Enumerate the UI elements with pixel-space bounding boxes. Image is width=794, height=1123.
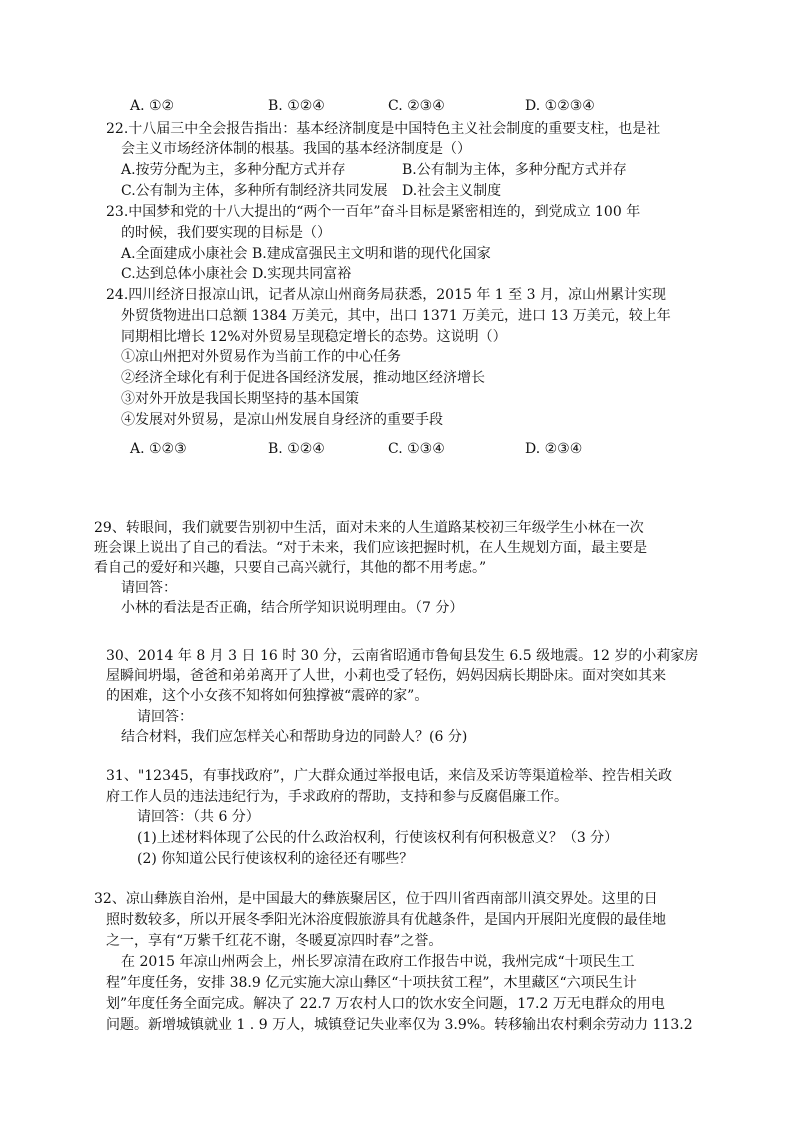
question-30-question: 结合材料，我们应怎样关心和帮助身边的同龄人？(6 分) (121, 729, 468, 745)
question-22-line-1: 22.十八届三中全会报告指出：基本经济制度是中国特色主义社会制度的重要支柱，也是社 (106, 121, 661, 137)
question-24-item-2: ②经济全球化有利于促进各国经济发展，推动地区经济增长 (121, 370, 485, 386)
question-31-prompt: 请回答：（共 6 分） (137, 809, 260, 825)
question-31-sub-2: (2) 你知道公民行使该权利的途径还有哪些？ (137, 851, 414, 867)
question-24-item-3: ③对外开放是我国长期坚持的基本国策 (121, 391, 359, 407)
question-22-option-b: B.公有制为主体，多种分配方式并存 (402, 162, 627, 178)
question-30-line-1: 30、2014 年 8 月 3 日 16 时 30 分，云南省昭通市鲁甸县发生 6.5 级地震。12 岁的小莉家房 (106, 648, 699, 664)
question-24-line-1: 24.四川经济日报凉山讯，记者从凉山州商务局获悉，2015 年 1 至 3 月，凉山州累计实现 (106, 287, 666, 303)
question-32-line-6: 划”年度任务全面完成。解决了 22.7 万农村人口的饮水安全问题，17.2 万无电群众的用电 (106, 996, 665, 1012)
question-22-option-d: D.社会主义制度 (402, 183, 502, 199)
question-31-sub-1: (1)上述材料体现了公民的什么政治权利，行使该权利有何积极意义？（3 分） (137, 830, 619, 846)
question-22-option-c: C.公有制为主体，多种所有制经济共同发展 (121, 183, 388, 199)
question-23-options-cd: C.达到总体小康社会 D.实现共同富裕 (121, 266, 352, 282)
question-22-option-a: A.按劳分配为主，多种分配方式并存 (121, 162, 346, 178)
question-31-line-2: 府工作人员的违法违纪行为，手求政府的帮助，支持和参与反腐倡廉工作。 (106, 789, 568, 805)
question-29-line-3: 看自己的爱好和兴趣，只要自己高兴就行，其他的都不用考虑。” (94, 560, 487, 576)
option-b: B. ①②④ (268, 98, 325, 114)
question-30-line-3: 的困难，这个小女孩不知将如何独撑被“震碎的家”。 (106, 688, 429, 704)
question-24-option-a: A. ①②③ (130, 441, 187, 457)
question-29-question: 小林的看法是否正确，结合所学知识说明理由。（7 分） (121, 600, 464, 616)
question-29-prompt: 请回答： (121, 580, 177, 596)
question-32-line-7: 问题。新增城镇就业 1 . 9 万人，城镇登记失业率仅为 3.9%。转移输出农村剩余劳动力 113.2 (106, 1017, 693, 1033)
question-32-line-1: 32、凉山彝族自治州，是中国最大的彝族聚居区，位于四川省西南部川滇交界处。这里的日 (94, 891, 658, 907)
question-32-line-2: 照时数较多，所以开展冬季阳光沐浴度假旅游具有优越条件，是国内开展阳光度假的最佳地 (106, 912, 666, 928)
question-24-option-d: D. ②③④ (525, 441, 583, 457)
question-29-line-2: 班会课上说出了自己的看法。“对于未来，我们应该把握时机，在人生规划方面，最主要是 (94, 540, 648, 556)
question-24-item-1: ①凉山州把对外贸易作为当前工作的中心任务 (121, 349, 401, 365)
option-a: A. ①② (130, 98, 175, 114)
question-30-prompt: 请回答： (137, 709, 193, 725)
question-31-line-1: 31、"12345，有事找政府”，广大群众通过举报电话，来信及采访等渠道检举、控告相关政 (106, 768, 672, 784)
question-24-line-2: 外贸货物进出口总额 1384 万美元，其中，出口 1371 万美元，进口 13 万美元，较上年 (121, 308, 671, 324)
question-29-line-1: 29、转眼间，我们就要告别初中生活，面对未来的人生道路某校初三年级学生小林在一次 (94, 520, 644, 536)
option-d: D. ①②③④ (525, 98, 595, 114)
question-30-line-2: 屋瞬间坍塌，爸爸和弟弟离开了人世，小莉也受了轻伤，妈妈因病长期卧床。面对突如其来 (106, 668, 666, 684)
question-32-line-5: 程”年度任务，安排 38.9 亿元实施大凉山彝区“十项扶贫工程”，木里藏区“六项民生计 (106, 975, 637, 991)
question-32-line-4: 在 2015 年凉山州两会上，州长罗凉清在政府工作报告中说，我州完成“十项民生工 (121, 954, 635, 970)
question-24-item-4: ④发展对外贸易，是凉山州发展自身经济的重要手段 (121, 412, 443, 428)
question-22-line-2: 会主义市场经济体制的根基。我国的基本经济制度是（） (121, 141, 471, 157)
option-c: C. ②③④ (388, 98, 445, 114)
question-23-line-2: 的时候，我们要实现的目标是（） (121, 225, 331, 241)
question-23-line-1: 23.中国梦和党的十八大提出的“两个一百年”奋斗目标是紧密相连的，到党成立 100 年 (106, 204, 641, 220)
question-24-line-3: 同期相比增长 12%对外贸易呈现稳定增长的态势。这说明（） (121, 329, 507, 345)
question-24-option-b: B. ①②④ (268, 441, 325, 457)
question-24-option-c: C. ①③④ (388, 441, 445, 457)
question-23-options-ab: A.全面建成小康社会 B.建成富强民主文明和谐的现代化国家 (121, 246, 491, 262)
question-32-line-3: 之一，享有“万紫千红花不谢，冬暖夏凉四时春”之誉。 (106, 933, 443, 949)
